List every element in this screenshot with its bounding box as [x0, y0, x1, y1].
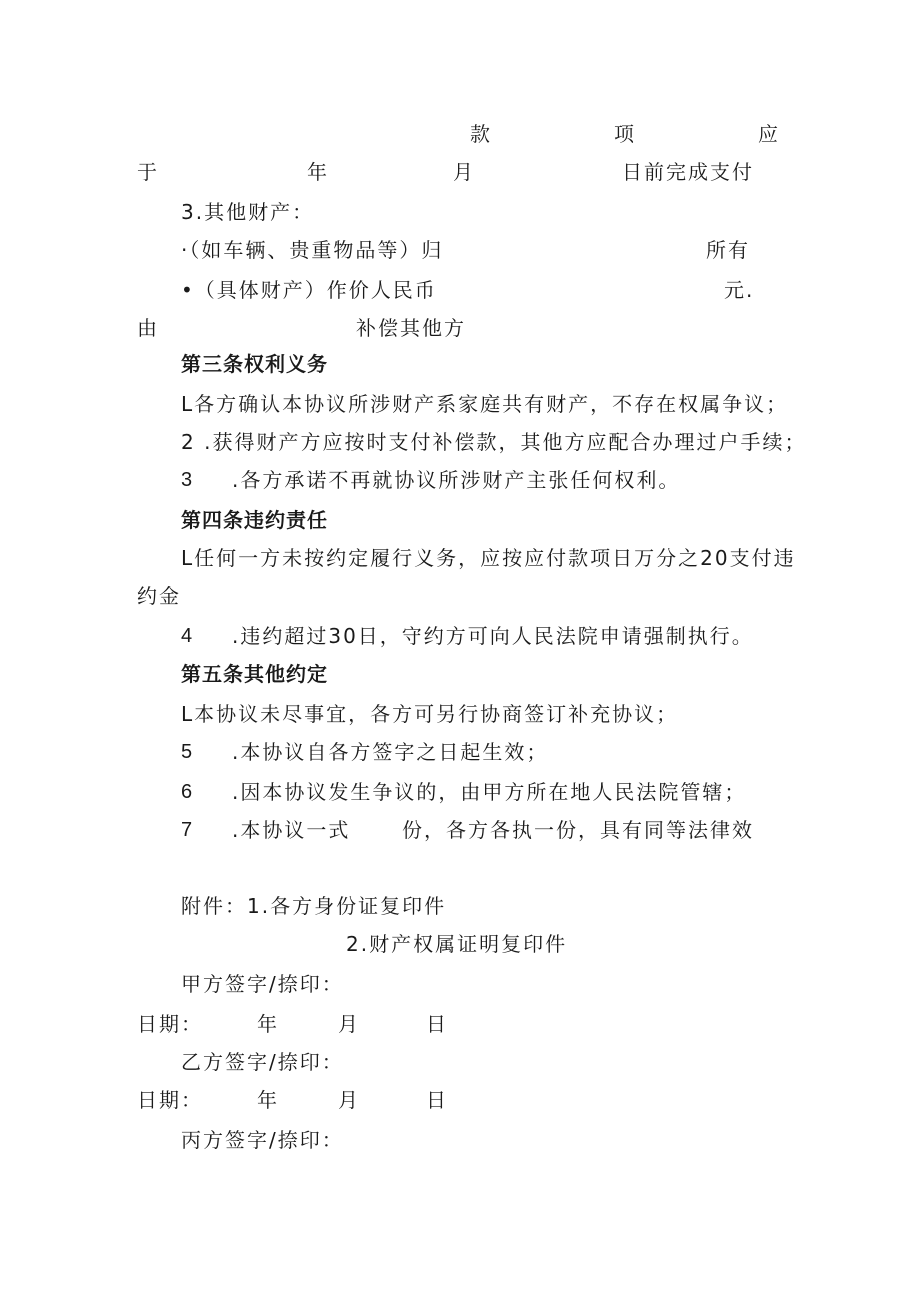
- article3-clause1: L各方确认本协议所涉财产系家庭共有财产，不存在权属争议；: [181, 392, 789, 416]
- other-property-you: 由: [137, 316, 159, 340]
- article4-title: 第四条违约责任: [181, 508, 328, 532]
- payment-year: 年: [307, 160, 329, 184]
- article5-clause4-number: 7: [181, 819, 195, 841]
- date-day-a: 日: [426, 1012, 448, 1036]
- article3-clause3-number: 3: [181, 469, 195, 491]
- date-day-b: 日: [426, 1088, 448, 1112]
- payment-word-kuan: 款: [470, 122, 492, 146]
- payment-word-ying: 应: [758, 122, 780, 146]
- payment-complete: 日前完成支付: [622, 160, 754, 184]
- article4-clause1-line2: 约金: [137, 584, 181, 608]
- date-month-a: 月: [338, 1012, 360, 1036]
- article5-title: 第五条其他约定: [181, 662, 328, 686]
- article4-clause2-number: 4: [181, 625, 195, 647]
- article5-clause2-number: 5: [181, 741, 195, 763]
- party-a-signature-label: 甲方签字/捺印：: [181, 972, 344, 996]
- date-month-b: 月: [338, 1088, 360, 1112]
- article3-clause2: 2 .获得财产方应按时支付补偿款，其他方应配合办理过户手续；: [181, 430, 807, 454]
- attachment-line1: 附件：1.各方身份证复印件: [181, 894, 447, 918]
- article5-clause1: L本协议未尽事宜，各方可另行协商签订补充协议；: [181, 702, 679, 726]
- article4-clause2: .违约超过30日，守约方可向人民法院申请强制执行。: [232, 624, 754, 648]
- payment-word-xiang: 项: [614, 122, 636, 146]
- attachment-line2: 2.财产权属证明复印件: [346, 932, 568, 956]
- date-year-b: 年: [257, 1088, 279, 1112]
- other-property-owner: 所有: [706, 238, 750, 262]
- article3-clause3: .各方承诺不再就协议所涉财产主张任何权利。: [232, 468, 681, 492]
- article3-title: 第三条权利义务: [181, 352, 328, 376]
- article5-clause3: .因本协议发生争议的，由甲方所在地人民法院管辖；: [232, 780, 747, 804]
- article5-clause4-part2: 份，各方各执一份，具有同等法律效: [402, 818, 754, 842]
- party-c-signature-label: 丙方签字/捺印：: [181, 1128, 344, 1152]
- payment-month: 月: [453, 160, 475, 184]
- date-label-a: 日期：: [137, 1012, 203, 1036]
- other-property-heading: 3.其他财产：: [181, 200, 315, 224]
- other-property-item1: ·（如车辆、贵重物品等）归: [181, 238, 444, 262]
- date-label-b: 日期：: [137, 1088, 203, 1112]
- article5-clause2: .本协议自各方签字之日起生效；: [232, 740, 549, 764]
- other-property-compensate: 补偿其他方: [356, 316, 466, 340]
- payment-word-yu: 于: [137, 160, 159, 184]
- date-year-a: 年: [257, 1012, 279, 1036]
- other-property-item2: •（具体财产）作价人民币: [181, 278, 437, 302]
- party-b-signature-label: 乙方签字/捺印：: [181, 1050, 344, 1074]
- article5-clause4-part1: .本协议一式: [232, 818, 351, 842]
- article4-clause1-line1: L任何一方未按约定履行义务，应按应付款项日万分之20支付违: [181, 546, 796, 570]
- other-property-yuan: 元.: [724, 278, 755, 302]
- article5-clause3-number: 6: [181, 781, 195, 803]
